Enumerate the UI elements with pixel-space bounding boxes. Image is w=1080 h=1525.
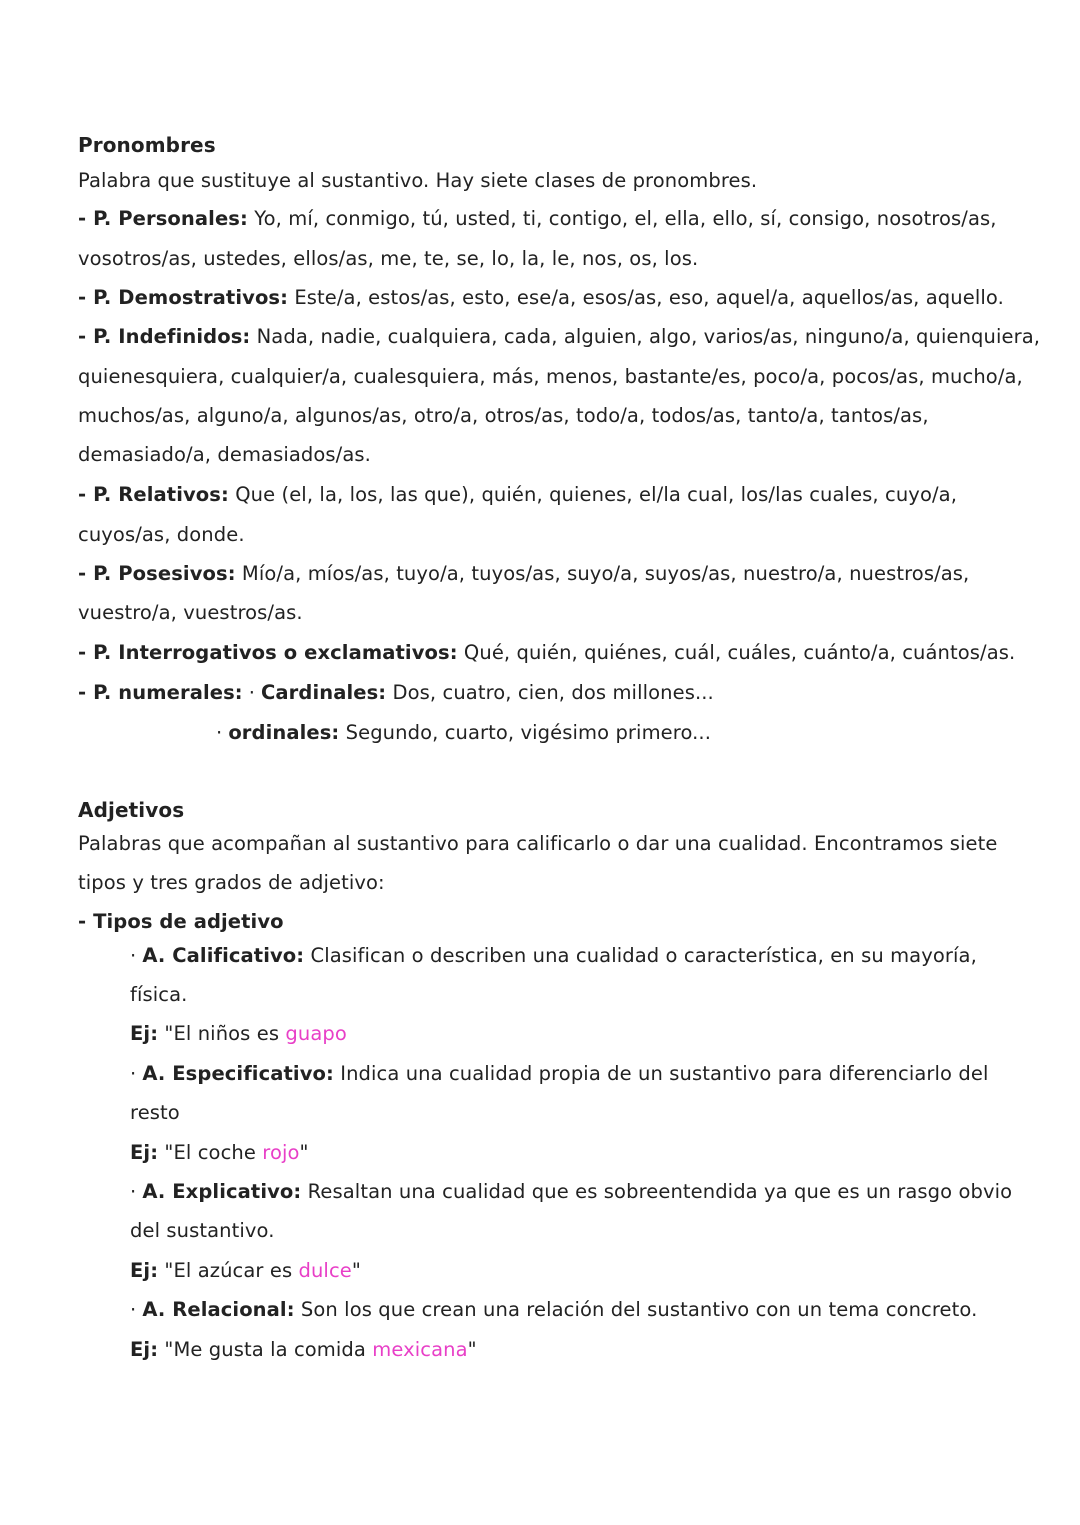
relacional-ej-end: " bbox=[467, 1338, 477, 1361]
demostrativos-text: Este/a, estos/as, esto, ese/a, esos/as, eso, aquel/a, aquellos/as, aquello. bbox=[288, 286, 1004, 309]
adjetivos-intro-1: Palabras que acompañan al sustantivo para calificarlo o dar una cualidad. Encontramos siete bbox=[78, 832, 998, 855]
relacional-ej-word: mexicana bbox=[372, 1338, 468, 1361]
cardinales-text: Dos, cuatro, cien, dos millones... bbox=[386, 681, 714, 704]
relacional-text-1: Son los que crean una relación del sustantivo con un tema concreto. bbox=[294, 1298, 978, 1321]
especificativo-bullet: · bbox=[130, 1062, 137, 1085]
especificativo-text-2: resto bbox=[130, 1101, 180, 1124]
relativos-line-1 bbox=[78, 481, 1018, 509]
numerales-line bbox=[78, 679, 1018, 707]
demostrativos-label: - P. Demostrativos: bbox=[78, 286, 289, 309]
personales-text-2: vosotros/as, ustedes, ellos/as, me, te, se, lo, la, le, nos, os, los. bbox=[78, 247, 699, 270]
explicativo-text-2: del sustantivo. bbox=[130, 1219, 275, 1242]
calificativo-bullet: · bbox=[130, 944, 137, 967]
posesivos-label: - P. Posesivos: bbox=[78, 562, 236, 585]
ordinales-text: Segundo, cuarto, vigésimo primero... bbox=[339, 721, 712, 744]
interrogativos-line bbox=[78, 639, 1018, 667]
interrogativos-label: - P. Interrogativos o exclamativos: bbox=[78, 641, 458, 664]
indefinidos-label: - P. Indefinidos: bbox=[78, 325, 251, 348]
relativos-text-2: cuyos/as, donde. bbox=[78, 523, 245, 546]
calificativo-ej-word: guapo bbox=[285, 1022, 347, 1045]
relacional-line-1 bbox=[130, 1296, 1070, 1324]
calificativo-line-1 bbox=[130, 942, 1070, 970]
section-title-pronombres: Pronombres bbox=[78, 133, 216, 157]
indefinidos-text-1: Nada, nadie, cualquiera, cada, alguien, algo, varios/as, ninguno/a, quienquiera, bbox=[250, 325, 1041, 348]
relacional-bullet: · bbox=[130, 1298, 137, 1321]
calificativo-text-1: Clasifican o describen una cualidad o característica, en su mayoría, bbox=[304, 944, 977, 967]
indefinidos-text-3: muchos/as, alguno/a, algunos/as, otro/a, otros/as, todo/a, todos/as, tanto/a, tantos/as, bbox=[78, 404, 929, 427]
personales-text-1: Yo, mí, conmigo, tú, usted, ti, contigo, el, ella, ello, sí, consigo, nosotros/as, bbox=[247, 207, 997, 230]
explicativo-ej-label: Ej: bbox=[130, 1259, 159, 1282]
especificativo-ej-text: "El coche bbox=[158, 1141, 263, 1164]
explicativo-ej-end: " bbox=[351, 1259, 361, 1282]
pronombres-intro: Palabra que sustituye al sustantivo. Hay siete clases de pronombres. bbox=[78, 169, 758, 192]
indefinidos-text-2: quienesquiera, cualquier/a, cualesquiera, más, menos, bastante/es, poco/a, pocos/as, mucho/a, bbox=[78, 365, 1023, 388]
especificativo-text-1: Indica una cualidad propia de un sustantivo para diferenciarlo del bbox=[333, 1062, 989, 1085]
calificativo-label: A. Calificativo: bbox=[142, 944, 305, 967]
ordinales-line bbox=[216, 719, 1080, 747]
adjetivos-intro-2: tipos y tres grados de adjetivo: bbox=[78, 871, 385, 894]
especificativo-ej-label: Ej: bbox=[130, 1141, 159, 1164]
indefinidos-text-4: demasiado/a, demasiados/as. bbox=[78, 443, 371, 466]
ordinales-label: ordinales: bbox=[228, 721, 340, 744]
especificativo-ej-end: " bbox=[299, 1141, 309, 1164]
calificativo-text-2: física. bbox=[130, 983, 188, 1006]
explicativo-text-1: Resaltan una cualidad que es sobreentendida ya que es un rasgo obvio bbox=[301, 1180, 1013, 1203]
explicativo-example bbox=[130, 1257, 1070, 1285]
calificativo-example bbox=[130, 1020, 1070, 1048]
explicativo-line-1 bbox=[130, 1178, 1070, 1206]
cardinales-label: Cardinales: bbox=[261, 681, 387, 704]
especificativo-example bbox=[130, 1139, 1070, 1167]
explicativo-ej-word: dulce bbox=[298, 1259, 352, 1282]
relacional-label: A. Relacional: bbox=[142, 1298, 295, 1321]
relativos-label: - P. Relativos: bbox=[78, 483, 229, 506]
numerales-label: - P. numerales: bbox=[78, 681, 243, 704]
relacional-example bbox=[130, 1336, 1070, 1364]
posesivos-line-1 bbox=[78, 560, 1018, 588]
explicativo-label: A. Explicativo: bbox=[142, 1180, 302, 1203]
demostrativos-line bbox=[78, 284, 1018, 312]
posesivos-text-1: Mío/a, míos/as, tuyo/a, tuyos/as, suyo/a, suyos/as, nuestro/a, nuestros/as, bbox=[235, 562, 970, 585]
numerales-bullet-2: · bbox=[216, 721, 223, 744]
especificativo-label: A. Especificativo: bbox=[142, 1062, 334, 1085]
section-title-adjetivos: Adjetivos bbox=[78, 798, 185, 822]
numerales-bullet-1: · bbox=[248, 681, 256, 704]
calificativo-ej-text: "El niños es bbox=[158, 1022, 286, 1045]
personales-line-1 bbox=[78, 205, 1018, 233]
explicativo-bullet: · bbox=[130, 1180, 137, 1203]
relacional-ej-label: Ej: bbox=[130, 1338, 159, 1361]
indefinidos-line-1 bbox=[78, 323, 1041, 351]
calificativo-ej-label: Ej: bbox=[130, 1022, 159, 1045]
interrogativos-text: Qué, quién, quiénes, cuál, cuáles, cuánto/a, cuántos/as. bbox=[457, 641, 1016, 664]
explicativo-ej-text: "El azúcar es bbox=[158, 1259, 299, 1282]
especificativo-ej-word: rojo bbox=[262, 1141, 300, 1164]
personales-label: - P. Personales: bbox=[78, 207, 248, 230]
relacional-ej-text: "Me gusta la comida bbox=[158, 1338, 373, 1361]
posesivos-text-2: vuestro/a, vuestros/as. bbox=[78, 601, 303, 624]
relativos-text-1: Que (el, la, los, las que), quién, quienes, el/la cual, los/las cuales, cuyo/a, bbox=[228, 483, 957, 506]
especificativo-line-1 bbox=[130, 1060, 1070, 1088]
tipos-adjetivo-label: - Tipos de adjetivo bbox=[78, 910, 284, 933]
